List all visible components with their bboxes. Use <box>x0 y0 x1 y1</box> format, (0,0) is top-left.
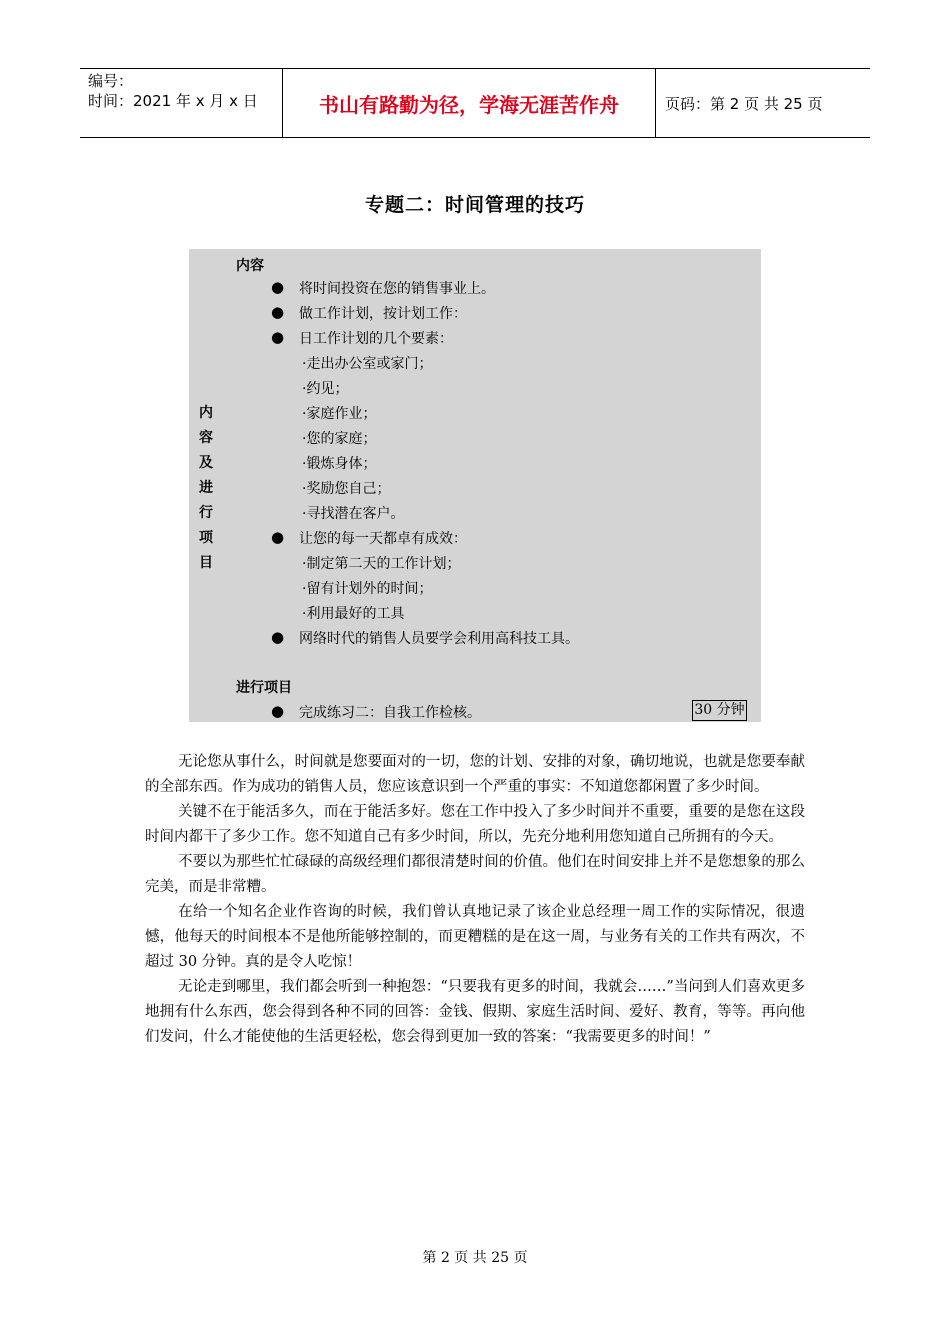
side-label-char: 项 <box>199 530 213 546</box>
bullet-item-text: 让您的每一天都卓有成效： <box>299 531 467 547</box>
bullet-icon: ● <box>271 278 285 296</box>
side-label-char: 行 <box>199 505 213 521</box>
content-box <box>189 249 761 722</box>
body-paragraph: 无论您从事什么，时间就是您要面对的一切，您的计划、安排的对象，确切地说，也就是您要奉献的全部东西。作为成功的销售人员，您应该意识到一个严重的事实：不知道您都闲置了多少时间。 <box>145 754 805 795</box>
project-heading: 进行项目 <box>236 680 292 696</box>
sub-item-text: ·留有计划外的时间； <box>302 581 433 597</box>
page-header <box>80 68 870 138</box>
header-page-info: 页码：第 2 页 共 25 页 <box>665 95 823 113</box>
body-paragraph: 不要以为那些忙忙碌碌的高级经理们都很清楚时间的价值。他们在时间安排上并不是您想象的那么完美，而是非常糟。 <box>145 854 805 895</box>
side-label-char: 进 <box>199 480 213 496</box>
document-title: 专题二：时间管理的技巧 <box>364 194 585 216</box>
sub-item-text: ·利用最好的工具 <box>302 606 405 622</box>
bullet-icon: ● <box>271 328 285 346</box>
header-meta <box>88 71 258 111</box>
bullet-item-text: 日工作计划的几个要素： <box>299 331 453 347</box>
side-label-char: 及 <box>199 455 213 471</box>
body-text <box>145 750 805 1050</box>
project-time-badge: 30 分钟 <box>692 700 747 721</box>
bullet-icon: ● <box>271 702 285 720</box>
bullet-icon: ● <box>271 303 285 321</box>
project-item-text: 完成练习二：自我工作检核。 <box>299 705 481 721</box>
side-label-char: 目 <box>199 555 213 571</box>
header-divider <box>655 69 656 137</box>
number-label: 编号： <box>88 72 134 90</box>
bullet-item-text: 做工作计划，按计划工作： <box>299 306 467 322</box>
sub-item-text: ·家庭作业； <box>302 406 377 422</box>
sub-item-text: ·您的家庭； <box>302 431 377 447</box>
bullet-item-text: 将时间投资在您的销售事业上。 <box>299 281 495 297</box>
sub-item-text: ·约见； <box>302 381 349 397</box>
sub-item-text: ·奖励您自己； <box>302 481 391 497</box>
bullet-item-text: 网络时代的销售人员要学会利用高科技工具。 <box>299 631 579 647</box>
sub-item-text: ·锻炼身体； <box>302 456 377 472</box>
bullet-icon: ● <box>271 528 285 546</box>
content-heading: 内容 <box>236 258 264 274</box>
header-motto: 书山有路勤为径，学海无涯苦作舟 <box>319 93 619 117</box>
time-label: 时间：2021 年 x 月 x 日 <box>88 92 258 110</box>
sub-item-text: ·制定第二天的工作计划； <box>302 556 461 572</box>
sub-item-text: ·寻找潜在客户。 <box>302 506 405 522</box>
body-paragraph: 在给一个知名企业作咨询的时候，我们曾认真地记录了该企业总经理一周工作的实际情况，很遗憾，他每天的时间根本不是他所能够控制的，而更糟糕的是在这一周，与业务有关的工作共有两次，不超过 30 分钟。真的是令人吃惊！ <box>145 904 805 970</box>
side-label-char: 内 <box>199 405 213 421</box>
sub-item-text: ·走出办公室或家门； <box>302 356 433 372</box>
side-label <box>199 401 213 576</box>
body-paragraph: 无论走到哪里，我们都会听到一种抱怨：“只要我有更多的时间，我就会……”当问到人们喜欢更多地拥有什么东西，您会得到各种不同的回答：金钱、假期、家庭生活时间、爱好、教育，等等。再向他们发问，什么才能使他的生活更轻松，您会得到更加一致的答案：“我需要更多的时间！” <box>145 979 805 1045</box>
page-footer: 第 2 页 共 25 页 <box>422 1250 528 1266</box>
body-paragraph: 关键不在于能活多久，而在于能活多好。您在工作中投入了多少时间并不重要，重要的是您在这段时间内都干了多少工作。您不知道自己有多少时间，所以，先充分地利用您知道自己所拥有的今天。 <box>145 804 805 845</box>
bullet-icon: ● <box>271 628 285 646</box>
side-label-char: 容 <box>199 430 213 446</box>
